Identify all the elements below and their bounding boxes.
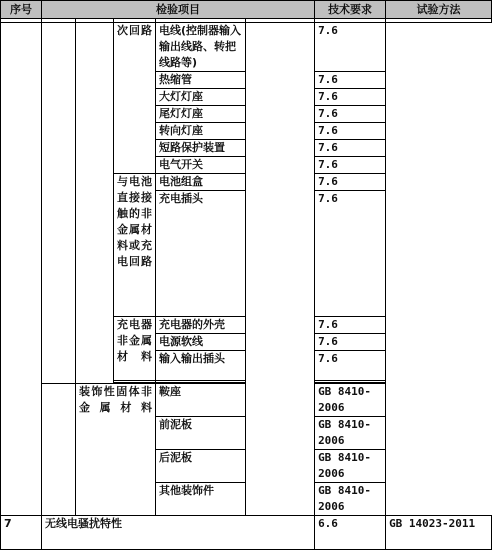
item-cell: 其他装饰件 bbox=[156, 483, 246, 516]
item-cell: 短路保护装置 bbox=[156, 140, 246, 157]
requirement-cell-empty bbox=[246, 23, 315, 516]
item-cell: 大灯灯座 bbox=[156, 89, 246, 106]
table-row bbox=[1, 23, 492, 72]
item-cell: 热缩管 bbox=[156, 72, 246, 89]
decor-group-label: 装饰性固体非金属材料 bbox=[76, 384, 156, 516]
method-cell: GB 8410-2006 bbox=[315, 450, 386, 483]
charger-group-label: 充电器非金属材料 bbox=[114, 317, 156, 381]
method-cell: GB 8410-2006 bbox=[315, 417, 386, 450]
item-cell: 输入输出插头 bbox=[156, 351, 246, 381]
item-cell: 转向灯座 bbox=[156, 123, 246, 140]
header-index: 序号 bbox=[1, 1, 42, 19]
item-cell: 电线(控制器输入输出线路、转把线路等) bbox=[156, 23, 246, 72]
method-cell: 7.6 bbox=[315, 23, 386, 72]
item-cell: 电气开关 bbox=[156, 157, 246, 174]
method-cell: 7.6 bbox=[315, 317, 386, 334]
header-requirement: 技术要求 bbox=[315, 1, 386, 19]
method-cell: GB 8410-2006 bbox=[315, 384, 386, 417]
contact-group-label: 与电池直接接触的非金属材料或充电回路 bbox=[114, 174, 156, 317]
method-cell: 7.6 bbox=[315, 157, 386, 174]
row7-index: 7 bbox=[1, 516, 42, 550]
level1-cell-empty bbox=[42, 384, 76, 516]
item-cell: 尾灯灯座 bbox=[156, 106, 246, 123]
item-cell: 后泥板 bbox=[156, 450, 246, 483]
item-cell: 电池组盒 bbox=[156, 174, 246, 191]
method-cell: 7.6 bbox=[315, 106, 386, 123]
level2-cell-empty bbox=[76, 23, 114, 384]
method-cell: 7.6 bbox=[315, 89, 386, 106]
method-cell: 7.6 bbox=[315, 351, 386, 381]
item-cell: 充电插头 bbox=[156, 191, 246, 317]
circuit-group-label: 次回路 bbox=[114, 23, 156, 174]
item-cell: 充电器的外壳 bbox=[156, 317, 246, 334]
level1-cell-empty bbox=[42, 23, 76, 384]
header-method: 试验方法 bbox=[386, 1, 492, 19]
table-row-7 bbox=[1, 516, 492, 550]
row7-item: 无线电骚扰特性 bbox=[42, 516, 315, 550]
header-row bbox=[1, 1, 492, 19]
header-item: 检验项目 bbox=[42, 1, 315, 19]
row7-requirement: 6.6 bbox=[315, 516, 386, 550]
method-cell: 7.6 bbox=[315, 123, 386, 140]
item-cell: 前泥板 bbox=[156, 417, 246, 450]
item-cell: 鞍座 bbox=[156, 384, 246, 417]
item-cell: 电源软线 bbox=[156, 334, 246, 351]
method-cell: 7.6 bbox=[315, 334, 386, 351]
method-cell: GB 8410-2006 bbox=[315, 483, 386, 516]
method-cell: 7.6 bbox=[315, 140, 386, 157]
method-cell: 7.6 bbox=[315, 191, 386, 317]
index-cell-empty bbox=[1, 23, 42, 516]
method-cell: 7.6 bbox=[315, 72, 386, 89]
row7-method: GB 14023-2011 bbox=[386, 516, 492, 550]
method-cell: 7.6 bbox=[315, 174, 386, 191]
